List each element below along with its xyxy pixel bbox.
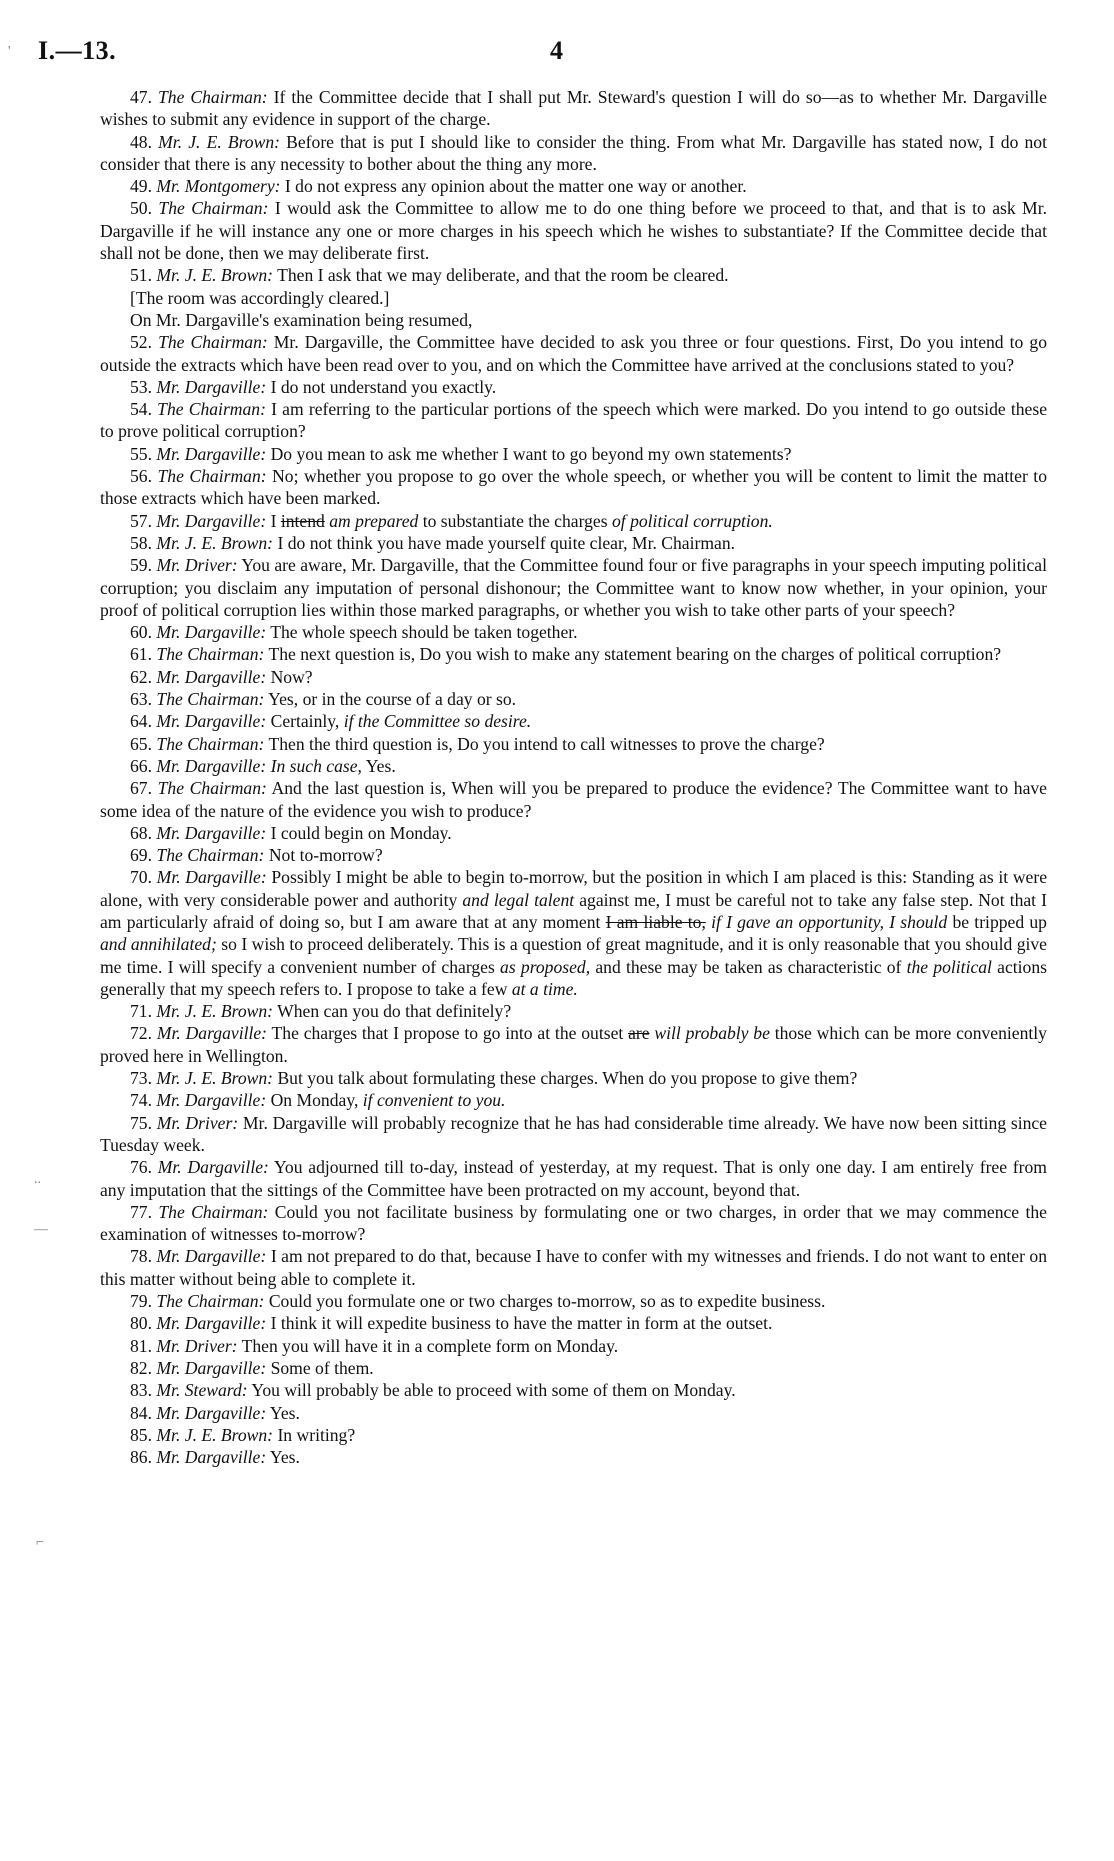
question-number: 48. bbox=[130, 131, 152, 152]
speaker-name: Mr. Dargaville: bbox=[156, 755, 267, 776]
question-number: 81. bbox=[130, 1335, 152, 1356]
speaker-name: Mr. Dargaville: bbox=[156, 822, 267, 843]
speaker-name: Mr. Dargaville: bbox=[156, 1246, 267, 1267]
transcript-paragraph bbox=[100, 666, 1047, 688]
transcript-paragraph bbox=[100, 1022, 1047, 1067]
question-number: 52. bbox=[130, 332, 152, 353]
speaker-name: Mr. J. E. Brown: bbox=[156, 532, 274, 553]
text-segment: On Monday, bbox=[266, 1090, 363, 1111]
text-segment: and these may be taken as characteristic of bbox=[590, 956, 907, 977]
transcript-paragraph bbox=[100, 1446, 1047, 1468]
transcript-paragraph bbox=[100, 866, 1047, 1000]
text-segment: Yes, or in the course of a day or so. bbox=[264, 689, 517, 710]
handwritten-insertion: will probably be bbox=[654, 1023, 770, 1044]
transcript-paragraph bbox=[100, 1067, 1047, 1089]
text-segment: so I wish to proceed deliberately. This is a question of great magnitude, and it is only reasonable that you should give me time. I will specify a convenient number of charges bbox=[100, 934, 1047, 977]
question-number: 63. bbox=[130, 689, 152, 710]
transcript-paragraph bbox=[100, 777, 1047, 822]
speaker-name: Mr. Dargaville: bbox=[157, 1157, 269, 1178]
transcript-paragraph bbox=[100, 1335, 1047, 1357]
text-segment: Before that is put I should like to consider the thing. From what Mr. Dargaville has stated now, I do not consider that there is any necessity to bother about the thing any more. bbox=[100, 131, 1047, 174]
speaker-name: Mr. Dargaville: bbox=[156, 867, 267, 888]
transcript-paragraph bbox=[100, 1156, 1047, 1201]
struck-text: I am liable to, bbox=[605, 911, 706, 932]
transcript-paragraph bbox=[100, 1357, 1047, 1379]
transcript-paragraph bbox=[100, 443, 1047, 465]
text-segment: Yes. bbox=[266, 1402, 300, 1423]
transcript-body bbox=[100, 86, 1047, 1468]
transcript-paragraph bbox=[100, 1312, 1047, 1334]
question-number: 74. bbox=[130, 1090, 152, 1111]
handwritten-insertion: of political corruption. bbox=[611, 510, 773, 531]
transcript-paragraph bbox=[100, 554, 1047, 621]
transcript-paragraph bbox=[100, 1402, 1047, 1424]
text-segment: Not to-morrow? bbox=[264, 845, 383, 866]
handwritten-insertion: and legal talent bbox=[462, 889, 575, 910]
handwritten-insertion: at a time. bbox=[511, 978, 578, 999]
text-segment: You are aware, Mr. Dargaville, that the Committee found four or five paragraphs in your speech imputing political corruption; you disclaim any imputation of personal dishonour; the Committee want to know now whether, in your opinion, your proof of political corruption lies within those marked paragraphs, or whether you wish to take other parts of your speech? bbox=[100, 555, 1047, 620]
transcript-paragraph bbox=[100, 532, 1047, 554]
question-number: 49. bbox=[130, 176, 152, 197]
speaker-name: Mr. Dargaville: bbox=[156, 443, 267, 464]
question-number: 72. bbox=[130, 1023, 152, 1044]
speaker-name: The Chairman: bbox=[157, 466, 267, 487]
speaker-name: Mr. Dargaville: bbox=[156, 1357, 267, 1378]
text-segment: I would ask the Committee to allow me to do one thing before we proceed to that, and that is to ask Mr. Dargaville if he will instance any one or more charges in his speech which he wishes to substantiate? If the Committee decide that shall not be done, then we may deliberate first. bbox=[100, 198, 1047, 264]
question-number: 77. bbox=[130, 1201, 152, 1222]
transcript-paragraph bbox=[100, 733, 1047, 755]
question-number: 75. bbox=[130, 1112, 152, 1133]
speaker-name: Mr. Driver: bbox=[156, 555, 238, 576]
struck-text: are bbox=[628, 1023, 650, 1044]
transcript-paragraph bbox=[100, 1245, 1047, 1290]
speaker-name: Mr. Montgomery: bbox=[156, 176, 281, 197]
speaker-name: The Chairman: bbox=[156, 1291, 265, 1312]
speaker-name: Mr. Dargaville: bbox=[156, 510, 267, 531]
text-segment: The whole speech should be taken together. bbox=[266, 622, 578, 643]
transcript-paragraph bbox=[100, 822, 1047, 844]
text-segment: The next question is, Do you wish to make any statement bearing on the charges of political corruption? bbox=[264, 644, 1002, 665]
speaker-name: The Chairman: bbox=[158, 87, 268, 107]
question-number: 65. bbox=[130, 733, 152, 754]
speaker-name: The Chairman: bbox=[158, 198, 269, 219]
speaker-name: Mr. J. E. Brown: bbox=[156, 1001, 274, 1022]
question-number: 62. bbox=[130, 666, 152, 687]
question-number: 53. bbox=[130, 376, 152, 397]
text-segment: be tripped up bbox=[947, 911, 1047, 932]
speaker-name: Mr. Dargaville: bbox=[156, 1402, 267, 1423]
transcript-paragraph bbox=[100, 175, 1047, 197]
question-number: 83. bbox=[130, 1380, 152, 1401]
question-number: 85. bbox=[130, 1424, 152, 1445]
question-number: 58. bbox=[130, 532, 152, 553]
text-segment: I am referring to the particular portions of the speech which were marked. Do you intend to go outside these to prove political corruption? bbox=[100, 399, 1048, 442]
handwritten-insertion: am prepared bbox=[329, 510, 419, 531]
question-number: 86. bbox=[130, 1447, 152, 1468]
question-number: 47. bbox=[130, 87, 152, 107]
speaker-name: The Chairman: bbox=[158, 1201, 269, 1222]
text-segment: [The room was accordingly cleared.] bbox=[130, 287, 390, 308]
transcript-paragraph bbox=[100, 1201, 1047, 1246]
speaker-name: The Chairman: bbox=[156, 845, 265, 866]
text-segment: Could you formulate one or two charges to-morrow, so as to expedite business. bbox=[264, 1291, 826, 1312]
text-segment: Then the third question is, Do you intend to call witnesses to prove the charge? bbox=[264, 733, 825, 754]
struck-text: intend bbox=[280, 510, 325, 531]
text-segment: Then you will have it in a complete form on Monday. bbox=[237, 1335, 619, 1356]
speaker-name: Mr. Dargaville: bbox=[156, 1313, 267, 1334]
handwritten-insertion: the political bbox=[906, 956, 992, 977]
speaker-name: The Chairman: bbox=[156, 733, 265, 754]
question-number: 79. bbox=[130, 1291, 152, 1312]
text-segment: against me, I must be careful not to take any false step. Not that I am particularly afraid of doing so, but I am aware that at any moment bbox=[100, 889, 1048, 932]
speaker-name: Mr. J. E. Brown: bbox=[156, 265, 274, 286]
transcript-paragraph bbox=[100, 287, 1047, 309]
transcript-paragraph bbox=[100, 86, 1047, 131]
question-number: 68. bbox=[130, 822, 152, 843]
text-segment: to substantiate the charges bbox=[418, 510, 612, 531]
transcript-paragraph bbox=[100, 264, 1047, 286]
speaker-name: Mr. J. E. Brown: bbox=[156, 1424, 274, 1445]
question-number: 73. bbox=[130, 1068, 152, 1089]
speaker-name: Mr. Dargaville: bbox=[156, 622, 267, 643]
text-segment: Could you not facilitate business by formulating one or two charges, in order that we may commence the examination of witnesses to-morrow? bbox=[100, 1201, 1047, 1245]
handwritten-insertion: if I gave an opportunity, I should bbox=[711, 911, 948, 932]
question-number: 80. bbox=[130, 1313, 152, 1334]
text-segment: Then I ask that we may deliberate, and that the room be cleared. bbox=[273, 265, 729, 286]
question-number: 78. bbox=[130, 1246, 152, 1267]
text-segment: I think it will expedite business to have the matter in form at the outset. bbox=[266, 1313, 773, 1334]
text-segment: I bbox=[266, 510, 281, 531]
text-segment: I could begin on Monday. bbox=[266, 822, 452, 843]
speaker-name: Mr. J. E. Brown: bbox=[156, 1068, 274, 1089]
question-number: 70. bbox=[130, 867, 152, 888]
text-segment: I do not understand you exactly. bbox=[266, 376, 497, 397]
margin-tick-mark: .. bbox=[34, 1172, 41, 1187]
text-segment: Yes. bbox=[361, 755, 396, 776]
text-segment: I do not think you have made yourself quite clear, Mr. Chairman. bbox=[273, 532, 736, 553]
text-segment: Yes. bbox=[266, 1447, 300, 1468]
speaker-name: The Chairman: bbox=[157, 778, 267, 799]
question-number: 71. bbox=[130, 1001, 152, 1022]
speaker-name: Mr. Dargaville: bbox=[156, 1447, 267, 1468]
speaker-name: Mr. Dargaville: bbox=[156, 376, 267, 397]
transcript-paragraph bbox=[100, 688, 1047, 710]
transcript-paragraph bbox=[100, 1290, 1047, 1312]
text-segment: No; whether you propose to go over the whole speech, or whether you will be content to limit the matter to those extracts which have been marked. bbox=[100, 466, 1047, 509]
transcript-paragraph bbox=[100, 309, 1047, 331]
transcript-paragraph bbox=[100, 1379, 1047, 1401]
document-reference: I.—13. bbox=[38, 36, 117, 65]
question-number: 84. bbox=[130, 1402, 152, 1423]
speaker-name: Mr. Steward: bbox=[156, 1380, 248, 1401]
question-number: 51. bbox=[130, 265, 152, 286]
speaker-name: The Chairman: bbox=[158, 332, 268, 353]
transcript-paragraph bbox=[100, 398, 1047, 443]
speaker-name: The Chairman: bbox=[156, 689, 265, 710]
text-segment: The charges that I propose to go into at the outset bbox=[267, 1023, 629, 1044]
text-segment: I am not prepared to do that, because I have to confer with my witnesses and friends. I do not want to enter on this matter without being able to complete it. bbox=[100, 1246, 1047, 1289]
page-header bbox=[38, 36, 1048, 70]
transcript-paragraph bbox=[100, 131, 1047, 176]
text-segment: Certainly, bbox=[266, 711, 344, 732]
transcript-paragraph bbox=[100, 1424, 1047, 1446]
margin-tick-mark: — bbox=[34, 1222, 48, 1237]
transcript-paragraph bbox=[100, 331, 1047, 376]
question-number: 69. bbox=[130, 845, 152, 866]
handwritten-insertion: and annihilated; bbox=[100, 934, 217, 955]
text-segment: Some of them. bbox=[266, 1357, 374, 1378]
handwritten-insertion: if convenient to you. bbox=[362, 1090, 506, 1111]
transcript-paragraph bbox=[100, 643, 1047, 665]
question-number: 55. bbox=[130, 443, 152, 464]
transcript-paragraph bbox=[100, 376, 1047, 398]
text-segment: And the last question is, When will you be prepared to produce the evidence? The Committee want to have some idea of the nature of the evidence you wish to produce? bbox=[100, 778, 1047, 821]
transcript-paragraph bbox=[100, 197, 1047, 264]
speaker-name: Mr. Dargaville: bbox=[156, 1023, 268, 1044]
transcript-paragraph bbox=[100, 1089, 1047, 1111]
transcript-paragraph bbox=[100, 844, 1047, 866]
text-segment: I do not express any opinion about the matter one way or another. bbox=[280, 176, 747, 197]
handwritten-insertion: In such case, bbox=[270, 755, 362, 776]
speaker-name: Mr. J. E. Brown: bbox=[158, 131, 280, 152]
text-segment: When can you do that definitely? bbox=[273, 1001, 512, 1022]
text-segment: Mr. Dargaville, the Committee have decided to ask you three or four questions. First, Do you intend to go outside the extracts which have been read over to you, and on which the Committee have arrived at the conclusions stated to you? bbox=[100, 332, 1047, 375]
transcript-paragraph bbox=[100, 755, 1047, 777]
question-number: 59. bbox=[130, 555, 152, 576]
speaker-name: The Chairman: bbox=[156, 644, 265, 665]
text-segment: You adjourned till to-day, instead of yesterday, at my request. That is only one day. I am entirely free from any imputation that the sittings of the Committee have been protracted on my account, beyond that. bbox=[100, 1157, 1047, 1200]
text-segment: Possibly I might be able to begin to-morrow, but the position in which I am placed is this: Standing as it were alone, with very considerable power and authority bbox=[100, 867, 1048, 910]
text-segment: those which can be more conveniently proved here in Wellington. bbox=[100, 1023, 1047, 1066]
transcript-paragraph bbox=[100, 510, 1047, 532]
page-number: 4 bbox=[550, 36, 563, 65]
speaker-name: The Chairman: bbox=[157, 399, 266, 420]
text-segment: Mr. Dargaville will probably recognize that he has had considerable time already. We have now been sitting since Tuesday week. bbox=[100, 1112, 1047, 1155]
margin-tick-mark: ' bbox=[8, 44, 11, 59]
question-number: 67. bbox=[130, 778, 152, 799]
text-segment: On Mr. Dargaville's examination being resumed, bbox=[130, 309, 473, 330]
transcript-paragraph bbox=[100, 1112, 1047, 1157]
question-number: 57. bbox=[130, 510, 152, 531]
question-number: 76. bbox=[130, 1157, 152, 1178]
handwritten-insertion: as proposed, bbox=[500, 956, 591, 977]
question-number: 61. bbox=[130, 644, 152, 665]
text-segment: actions generally that my speech refers to. I propose to take a few bbox=[100, 956, 1047, 999]
text-segment: You will probably be able to proceed with some of them on Monday. bbox=[247, 1380, 736, 1401]
speaker-name: Mr. Dargaville: bbox=[156, 666, 267, 687]
question-number: 54. bbox=[130, 399, 152, 420]
question-number: 56. bbox=[130, 466, 152, 487]
handwritten-insertion: if the Committee so desire. bbox=[343, 711, 532, 732]
speaker-name: Mr. Driver: bbox=[156, 1112, 239, 1133]
question-number: 60. bbox=[130, 622, 152, 643]
speaker-name: Mr. Dargaville: bbox=[156, 1090, 267, 1111]
text-segment: Do you mean to ask me whether I want to go beyond my own statements? bbox=[266, 443, 792, 464]
question-number: 64. bbox=[130, 711, 152, 732]
margin-tick-mark: ⌐ bbox=[36, 1535, 44, 1550]
transcript-paragraph bbox=[100, 1000, 1047, 1022]
text-segment: Now? bbox=[266, 666, 313, 687]
question-number: 50. bbox=[130, 198, 152, 219]
speaker-name: Mr. Driver: bbox=[156, 1335, 238, 1356]
question-number: 82. bbox=[130, 1357, 152, 1378]
transcript-paragraph bbox=[100, 621, 1047, 643]
transcript-paragraph bbox=[100, 710, 1047, 732]
speaker-name: Mr. Dargaville: bbox=[156, 711, 267, 732]
text-segment: But you talk about formulating these charges. When do you propose to give them? bbox=[273, 1068, 858, 1089]
text-segment: In writing? bbox=[273, 1424, 356, 1445]
transcript-paragraph bbox=[100, 465, 1047, 510]
question-number: 66. bbox=[130, 755, 152, 776]
text-segment: If the Committee decide that I shall put Mr. Steward's question I will do so—as to whether Mr. Dargaville wishes to submit any evidence in support of the charge. bbox=[100, 87, 1047, 130]
